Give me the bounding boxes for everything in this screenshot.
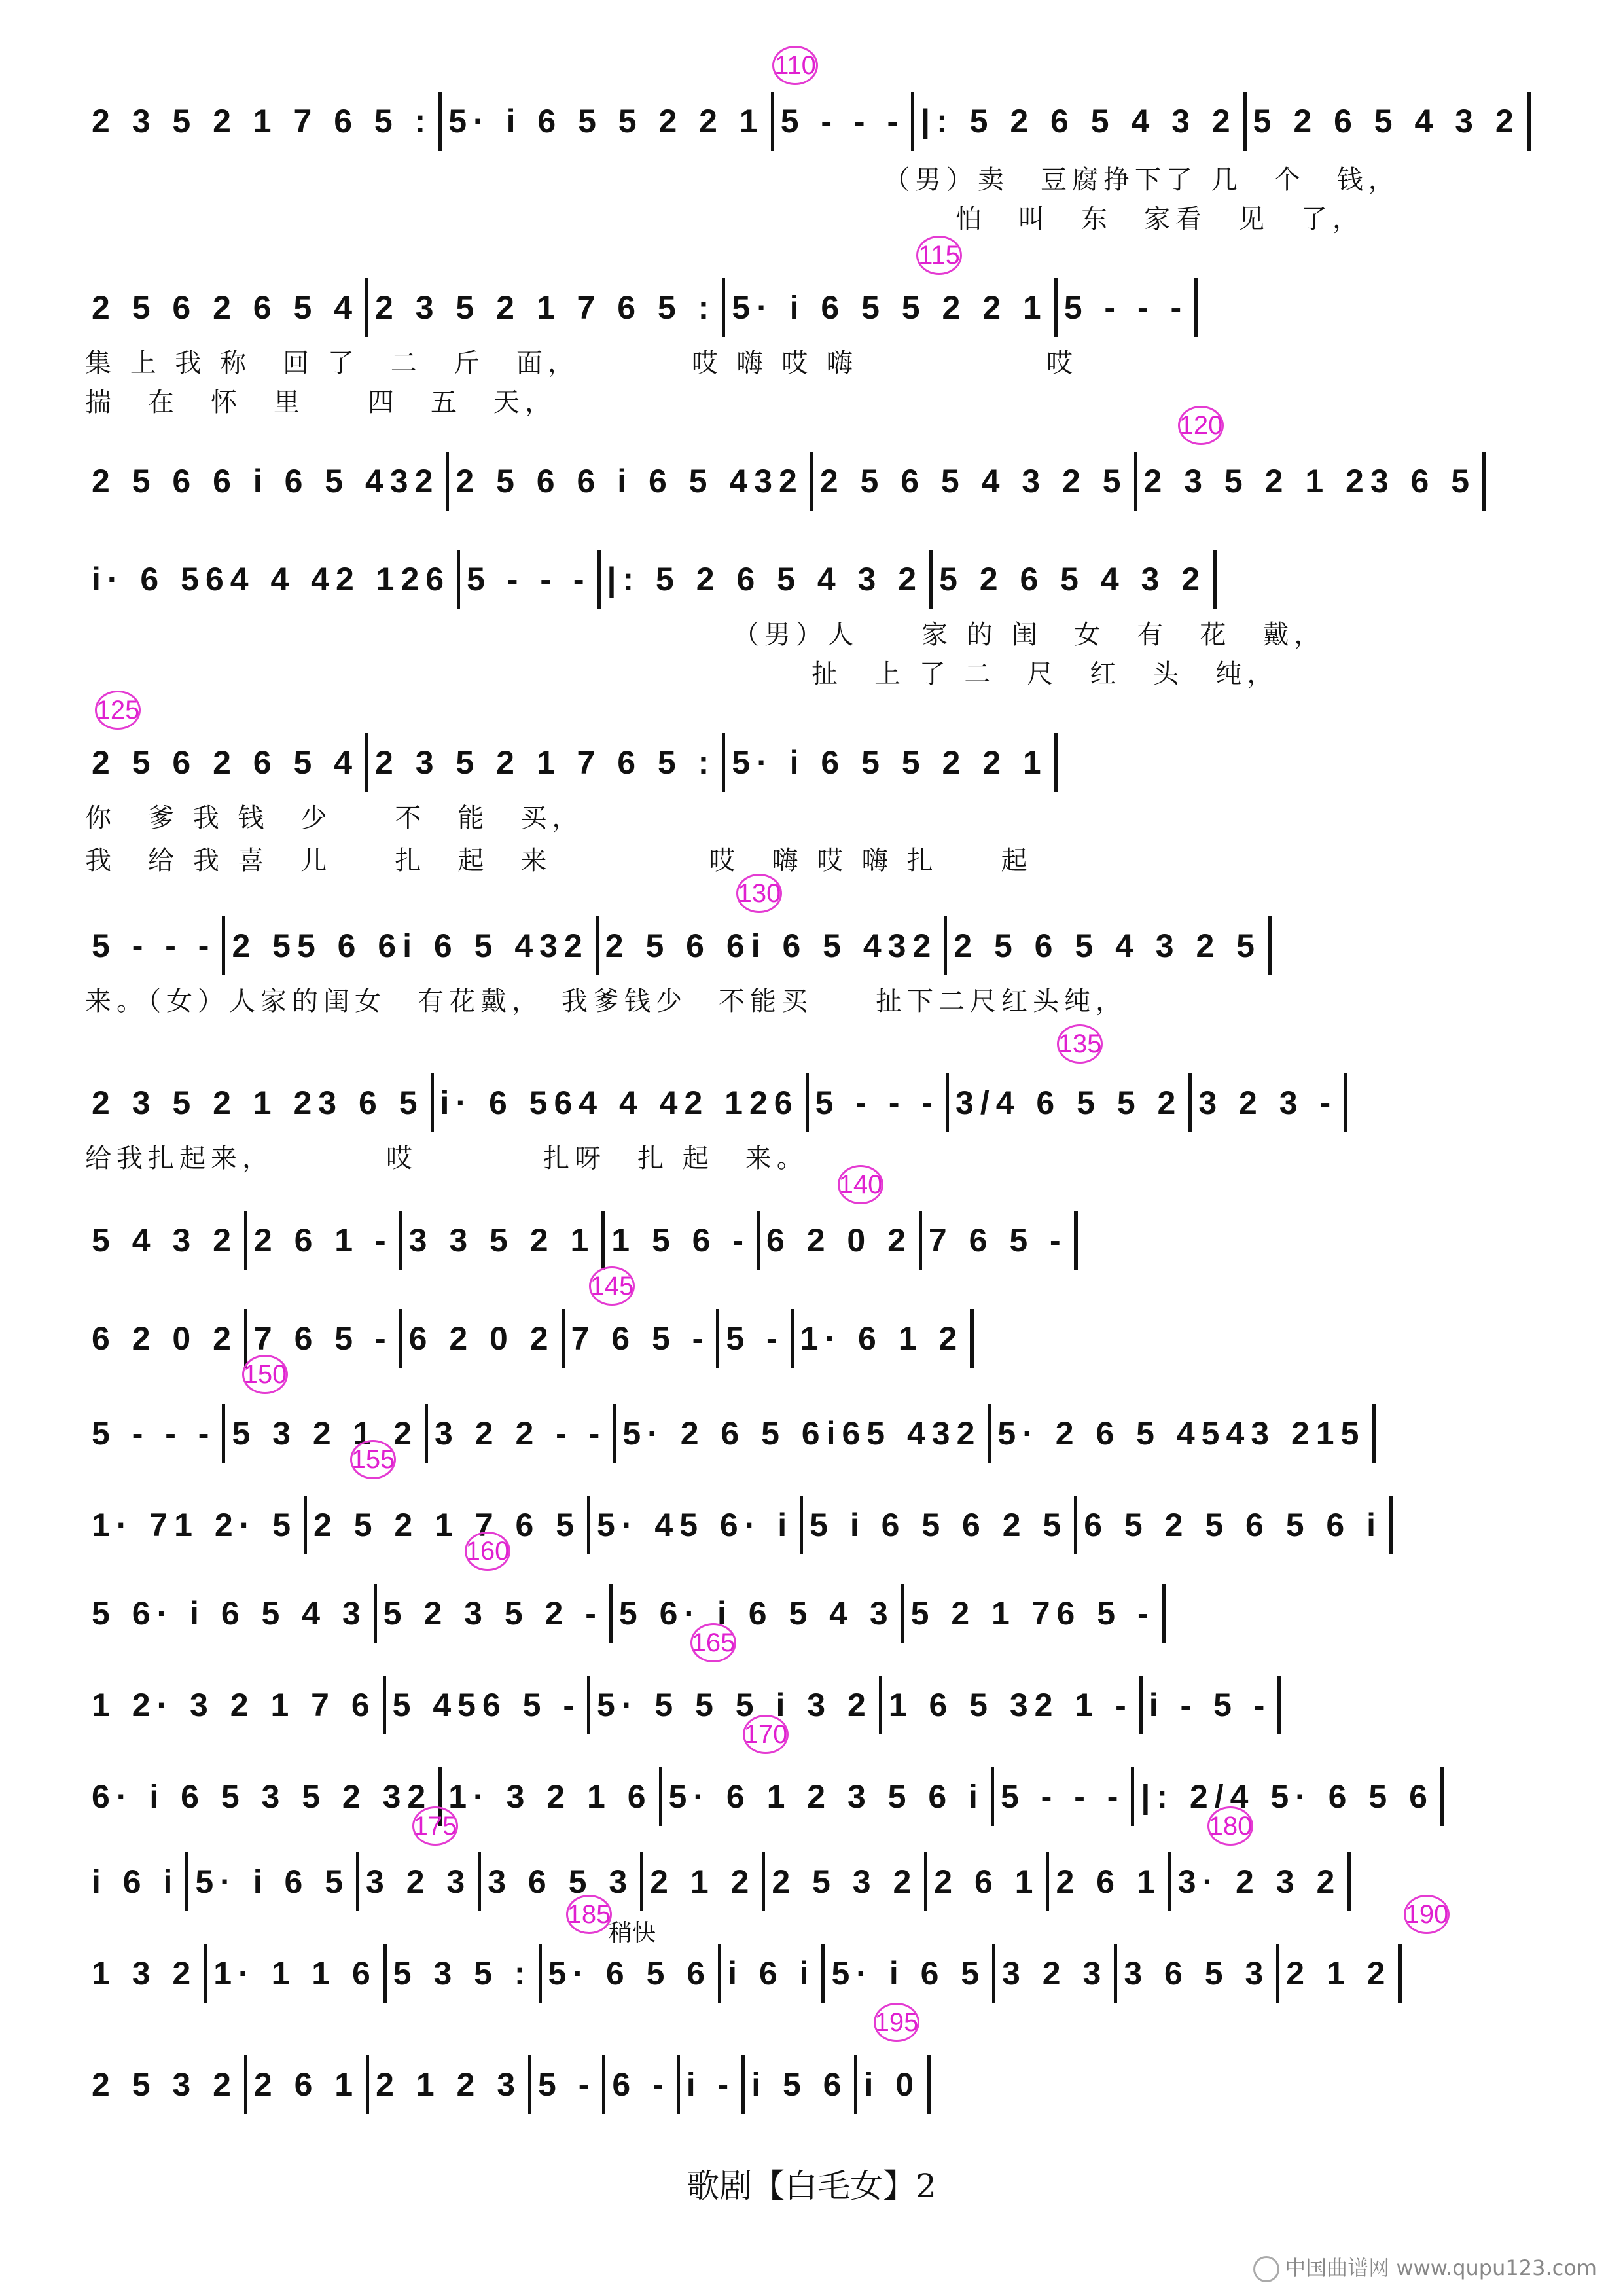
measure: 2 3 5 2 1 23 6 5 [1137,452,1487,511]
measure: |: 2/4 5· 6 5 6 [1134,1767,1444,1826]
measure: 5 - - - [460,550,600,609]
measure: 2 5 3 2 [85,2055,247,2114]
measure: 3 2 2 - - [428,1404,616,1463]
measure: 1 3 2 [85,1944,207,2003]
notation-row [85,1067,1544,1139]
measure: 2 55 6 6i 6 5 432 [225,916,598,975]
measure: 3/4 6 5 5 2 [949,1073,1192,1132]
measure: 2 5 3 2 [765,1852,927,1911]
measure: 5· 2 6 5 6i65 432 [616,1404,991,1463]
measure: i 5 6 [745,2055,857,2114]
measure: 5· 6 1 2 3 5 6 i [662,1767,994,1826]
measure: 5 6· i 6 5 4 3 [85,1584,377,1643]
measure: 5· i 6 5 [188,1852,359,1911]
measure: 1· 71 2· 5 [85,1496,307,1554]
notation-row [85,1577,1544,1649]
measure: 1· 6 1 2 [794,1309,974,1368]
measure-number: 190 [1404,1895,1450,1934]
measure: 5 456 5 - [386,1676,590,1734]
measure: 6 5 2 5 6 5 6 i [1077,1496,1393,1554]
measure-number: 195 [874,2003,919,2042]
notation-row [85,1846,1544,1918]
measure-number: 135 [1057,1024,1103,1064]
measure: 5· 5 5 5 i 3 2 [590,1676,882,1734]
measure: 5 3 5 : [387,1944,542,2003]
measure-number: 110 [772,46,818,85]
measure-number: 175 [412,1806,458,1846]
measure: 7 6 5 - [565,1309,720,1368]
measure: 2 5 2 1 7 6 5 [307,1496,590,1554]
measure: 2 5 6 6i 6 5 432 [599,916,948,975]
notation-row [85,1397,1544,1469]
lyric-line: 给我扎起来， 哎 扎呀 扎 起 来。 [85,1143,808,1174]
measure: 5 i 6 5 6 2 5 [803,1496,1077,1554]
lyric-line: 你 爹 我 钱 少 不 能 买， [85,803,584,833]
measure-number: 165 [690,1623,736,1662]
measure: 5 - - - [809,1073,949,1132]
measure: 3 6 5 3 [1117,1944,1279,2003]
measure: 5 2 3 5 2 - [377,1584,613,1643]
measure: 6 2 0 2 [85,1309,247,1368]
lyric-line: 怕 叫 东 家看 见 了， [955,204,1364,234]
measure: 5· i 6 5 [825,1944,995,2003]
measure: 1 5 6 - [605,1211,760,1270]
measure: 3 2 3 - [1192,1073,1347,1132]
measure-number: 180 [1207,1806,1253,1846]
notation-row [85,1489,1544,1561]
measure: 2 5 6 6 i 6 5 432 [85,452,449,511]
measure-number: 185 [566,1895,612,1934]
notation-row [85,1302,1544,1374]
measure: 3 2 3 [359,1852,481,1911]
measure: 5· 6 5 6 [542,1944,722,2003]
measure: 2 5 6 2 6 5 4 [85,278,368,337]
measure: 5· i 6 5 5 2 2 1 [725,278,1057,337]
notation-row [85,1937,1544,2009]
measure: 5 - [531,2055,605,2114]
notation-row [85,726,1544,798]
notation-row [85,1669,1544,1741]
measure: 5 - [719,1309,793,1368]
measure: 5 - - - [85,916,225,975]
measure: 6 - [605,2055,679,2114]
measure-number: 150 [242,1355,288,1394]
measure: i 0 [857,2055,931,2114]
measure-number: 170 [743,1715,789,1754]
measure: 5 2 1 76 5 - [904,1584,1166,1643]
measure: i - 5 - [1143,1676,1282,1734]
measure: 2 3 5 2 1 7 6 5 : [85,92,442,151]
measure: 1 6 5 32 1 - [882,1676,1143,1734]
measure: 6· i 6 5 3 5 2 32 [85,1767,442,1826]
measure: 2 6 1 - [247,1211,402,1270]
measure: 3 2 3 [995,1944,1117,2003]
measure-number: 155 [350,1440,396,1479]
measure: 2 3 5 2 1 23 6 5 [85,1073,434,1132]
measure: 5· i 6 5 5 2 2 1 [442,92,774,151]
measure-number: 145 [589,1266,635,1306]
measure: 2 1 2 [643,1852,765,1911]
measure: 2 6 1 [1049,1852,1171,1911]
measure: |: 5 2 6 5 4 3 2 [601,550,933,609]
measure: 5· 45 6· i [590,1496,803,1554]
measure: 2 5 6 6 i 6 5 432 [449,452,813,511]
notation-row [85,445,1544,517]
measure-number: 125 [95,691,141,730]
measure: 5 2 6 5 4 3 2 [1247,92,1531,151]
notation-row [85,2049,1544,2121]
measure: 6 2 0 2 [402,1309,565,1368]
lyric-line: 揣 在 怀 里 四 五 天， [85,387,556,418]
measure: 3 6 5 3 [481,1852,643,1911]
measure: 5· 2 6 5 4543 215 [991,1404,1376,1463]
measure-number: 160 [465,1532,510,1571]
measure: 5 - - - [85,1404,225,1463]
measure: 7 6 5 - [247,1309,402,1368]
measure: i 6 i [85,1852,188,1911]
measure: 5 6· i 6 5 4 3 [613,1584,904,1643]
measure-number: 120 [1178,406,1224,445]
measure-number: 140 [838,1165,883,1204]
site-logo-icon [1253,2256,1279,2282]
measure: 5 - - - [994,1767,1134,1826]
measure: 2 6 1 [927,1852,1049,1911]
notation-row [85,910,1544,982]
measure: 7 6 5 - [922,1211,1078,1270]
measure-number: 115 [916,236,962,275]
measure: 1· 1 1 6 [207,1944,387,2003]
measure: 3· 2 3 2 [1171,1852,1352,1911]
measure: 5 3 2 1 2 [225,1404,428,1463]
measure: 2 1 2 3 [369,2055,531,2114]
measure: 2 3 5 2 1 7 6 5 : [368,733,725,792]
measure: 5 - - - [774,92,914,151]
notation-row [85,1204,1544,1276]
measure: i - [680,2055,745,2114]
measure: 6 2 0 2 [760,1211,922,1270]
measure: 2 3 5 2 1 7 6 5 : [368,278,725,337]
measure: 2 1 2 [1279,1944,1402,2003]
lyric-line: （男）人 家 的 闺 女 有 花 戴， [733,620,1326,650]
measure-number: 130 [736,874,782,913]
lyric-line: 来。（女）人家的闺女 有花戴， 我爹钱少 不能买 扯下二尺红头纯， [85,986,1127,1016]
lyric-line: 扯 上 了 二 尺 红 头 纯， [812,659,1279,689]
watermark: 中国曲谱网 www.qupu123.com [1253,2251,1597,2282]
measure: 2 5 6 5 4 3 2 5 [947,916,1272,975]
notation-row [85,272,1544,344]
measure: i 6 i [721,1944,825,2003]
measure: 2 6 1 [247,2055,369,2114]
measure: 3 3 5 2 1 [402,1211,605,1270]
measure: 2 5 6 5 4 3 2 5 [813,452,1137,511]
notation-row [85,543,1544,615]
measure: 5 4 3 2 [85,1211,247,1270]
measure: 2 5 6 2 6 5 4 [85,733,368,792]
page-title: 歌剧【白毛女】2 [687,2167,936,2205]
measure: 5 - - - [1058,278,1198,337]
lyric-line: 我 给 我 喜 儿 扎 起 来 哎 嗨 哎 嗨 扎 起 [85,846,1033,876]
measure: 5· i 6 5 5 2 2 1 [725,733,1058,792]
measure: i· 6 564 4 42 126 [434,1073,809,1132]
measure: 1 2· 3 2 1 7 6 [85,1676,386,1734]
notation-row [85,85,1544,157]
measure: 1· 3 2 1 6 [442,1767,662,1826]
measure: i· 6 564 4 42 126 [85,550,460,609]
notation-row [85,1761,1544,1833]
measure: 5 2 6 5 4 3 2 [933,550,1217,609]
tempo-marking: 稍快 [609,1920,656,1946]
lyric-line: 集 上 我 称 回 了 二 斤 面， 哎 嗨 哎 嗨 哎 [85,348,1079,378]
lyric-line: （男）卖 豆腐挣下了 几 个 钱， [883,165,1400,195]
measure: |: 5 2 6 5 4 3 2 [914,92,1247,151]
